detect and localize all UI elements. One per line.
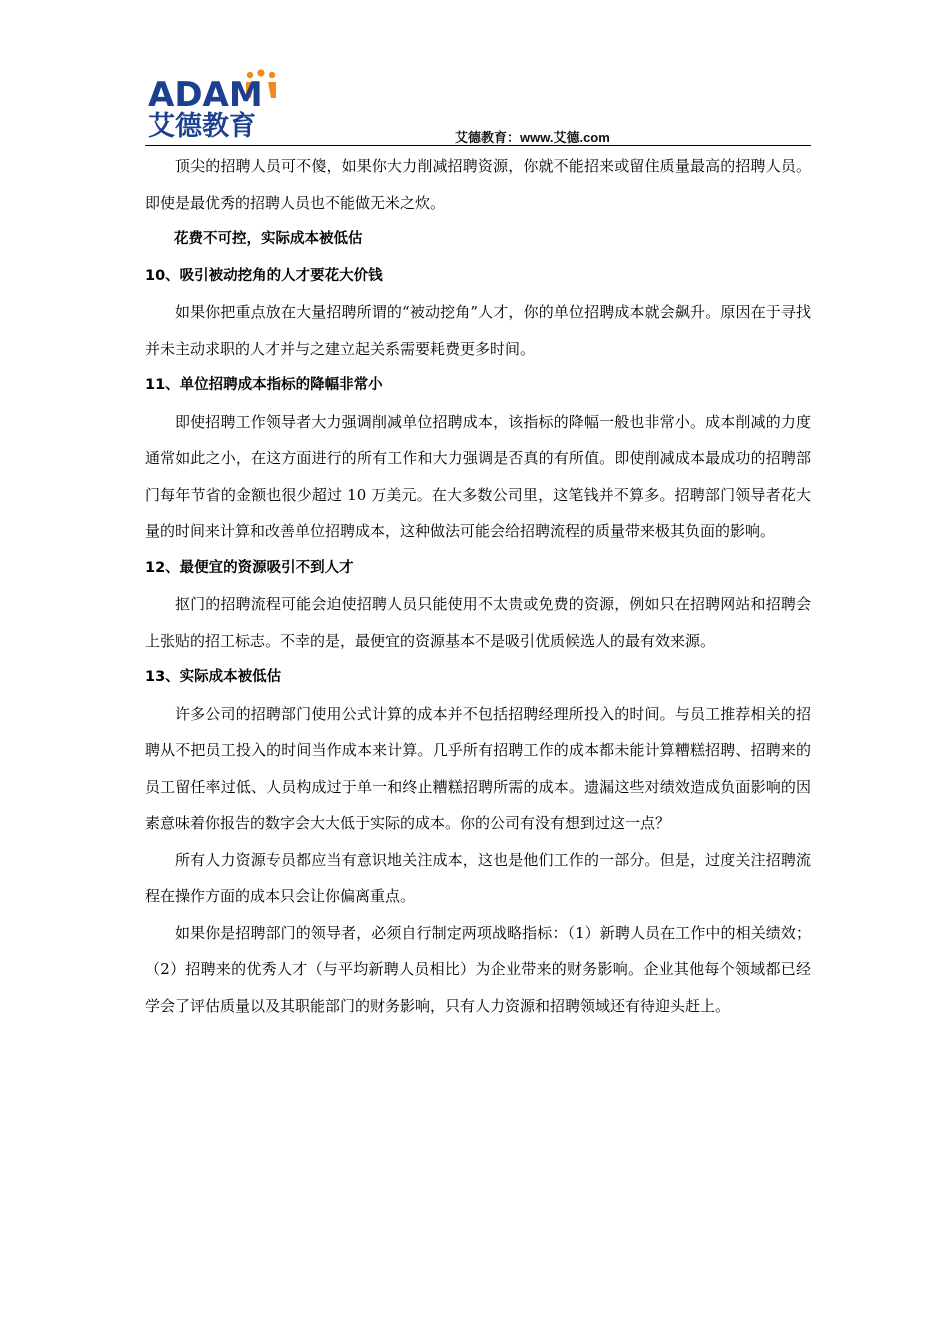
- paragraph: 所有人力资源专员都应当有意识地关注成本，这也是他们工作的一部分。但是，过度关注招聘流程在操作方面的成本只会让你偏离重点。: [145, 850, 811, 905]
- adam-logo: [148, 68, 288, 138]
- header-divider: [145, 145, 811, 146]
- section-heading-12: 12、最便宜的资源吸引不到人才: [145, 559, 354, 576]
- header-site-text: 艾德教育：www.艾德.com: [455, 130, 610, 145]
- paragraph: 即使招聘工作领导者大力强调削减单位招聘成本，该指标的降幅一般也非常小。成本削减的力度通常如此之小，在这方面进行的所有工作和大力强调是否真的有所值。即使削减成本最成功的招聘部门每年节省的金额也很少超过 10 万美元。在大多数公司里，这笔钱并不算多。招聘部门领导者花大量的时间来计算和改善单位招聘成本，这种做法可能会给招聘流程的质量带来极其负面的影响。: [145, 412, 811, 540]
- section-heading-11: 11、单位招聘成本指标的降幅非常小: [145, 377, 383, 393]
- paragraph: 抠门的招聘流程可能会迫使招聘人员只能使用不太贵或免费的资源，例如只在招聘网站和招聘会上张贴的招工标志。不幸的是，最便宜的资源基本不是吸引优质候选人的最有效来源。: [145, 595, 811, 650]
- document-body: [145, 148, 811, 1024]
- logo-wordmark-cn: 艾德教育: [148, 111, 256, 138]
- section-subheading: 花费不可控，实际成本被低估: [174, 231, 363, 247]
- section-heading-13: 13、实际成本被低估: [145, 669, 282, 685]
- paragraph: 如果你是招聘部门的领导者，必须自行制定两项战略指标：（1）新聘人员在工作中的相关绩效；（2）招聘来的优秀人才（与平均新聘人员相比）为企业带来的财务影响。企业其他每个领域都已经学会了评估质量以及其职能部门的财务影响，只有人力资源和招聘领域还有待迎头赶上。: [145, 923, 811, 1015]
- paragraph: 许多公司的招聘部门使用公式计算的成本并不包括招聘经理所投入的时间。与员工推荐相关的招聘从不把员工投入的时间当作成本来计算。几乎所有招聘工作的成本都未能计算糟糕招聘、招聘来的员工留任率过低、人员构成过于单一和终止糟糕招聘所需的成本。遗漏这些对绩效造成负面影响的因素意味着你报告的数字会大大低于实际的成本。你的公司有没有想到过这一点？: [145, 704, 811, 832]
- paragraph: 顶尖的招聘人员可不傻，如果你大力削减招聘资源，你就不能招来或留住质量最高的招聘人员。即使是最优秀的招聘人员也不能做无米之炊。: [145, 157, 811, 212]
- logo-wordmark-en: ADAM: [148, 75, 263, 115]
- paragraph: 如果你把重点放在大量招聘所谓的“被动挖角”人才，你的单位招聘成本就会飙升。原因在于寻找并未主动求职的人才并与之建立起关系需要耗费更多时间。: [145, 303, 811, 358]
- section-heading-10: 10、吸引被动挖角的人才要花大价钱: [145, 267, 383, 284]
